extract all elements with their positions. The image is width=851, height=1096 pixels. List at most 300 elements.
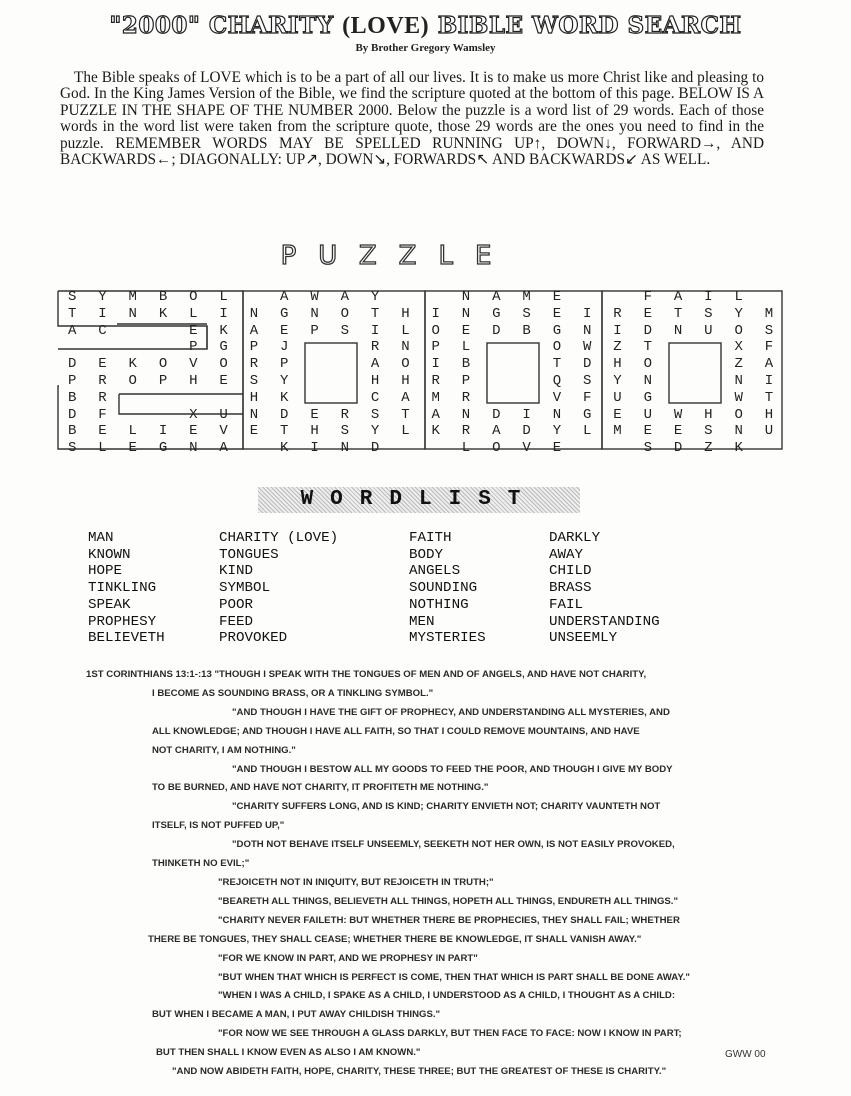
grid-cell [663, 339, 693, 356]
grid-cell: Y [734, 305, 743, 322]
grid-cell: I [431, 305, 440, 322]
grid-cell: E [189, 423, 198, 440]
grid-cell: R [431, 372, 440, 389]
grid-cell [421, 289, 451, 306]
grid-cell: S [340, 423, 350, 440]
grid-cell: B [67, 423, 77, 440]
grid-cell: O [128, 372, 137, 389]
grid-cell [330, 339, 360, 356]
grid-cell [663, 390, 693, 407]
grid-cell: F [764, 339, 774, 356]
grid-cell: L [734, 289, 743, 305]
grid-cell [148, 407, 178, 424]
grid-cell [754, 440, 784, 457]
grid-cell [511, 356, 541, 373]
grid-cell: S [522, 305, 531, 322]
grid-cell: U [764, 423, 774, 440]
grid-cell: O [340, 305, 350, 322]
word-list-item: BELIEVETH [88, 630, 165, 647]
grid-cell: L [219, 289, 228, 305]
grid-cell: K [280, 389, 289, 406]
grid-cell: T [643, 339, 652, 356]
word-list-item: DARKLY [549, 530, 601, 546]
grid-cell: I [704, 289, 713, 305]
grid-cell [299, 373, 329, 390]
word-list-item: PROVOKED [219, 630, 288, 647]
grid-cell: E [128, 440, 137, 457]
grid-cell: S [704, 305, 713, 322]
grid-cell: L [401, 423, 410, 440]
grid-cell: S [340, 322, 350, 339]
grid-cell: Z [704, 440, 713, 457]
grid-cell: B [158, 289, 168, 305]
scripture-line: ITSELF, IS NOT PUFFED UP," [152, 820, 285, 832]
grid-cell [481, 339, 511, 356]
word-list-item: AWAY [549, 546, 584, 563]
word-list-item: FAIL [549, 596, 584, 613]
grid-cell [693, 390, 723, 407]
grid-cell: F [643, 289, 652, 305]
grid-cell: T [764, 389, 774, 406]
grid-cell [299, 356, 329, 373]
grid-cell: M [128, 289, 137, 305]
word-list-column-2 [219, 530, 338, 647]
grid-cell [693, 356, 723, 373]
word-list-item: MEN [409, 613, 435, 630]
grid-cell: M [431, 389, 440, 406]
word-list-item: CHILD [549, 563, 592, 580]
title-part-charity: "2000" CHARITY [109, 12, 334, 39]
grid-cell: K [128, 356, 137, 373]
grid-cell [602, 440, 632, 457]
word-list-item: TINKLING [88, 580, 157, 597]
scripture-line: THINKETH NO EVIL;" [152, 858, 250, 870]
grid-cell [481, 373, 511, 390]
scripture-line: TO BE BURNED, AND HAVE NOT CHARITY, IT PROFITETH ME NOTHING." [152, 782, 489, 794]
grid-cell: Y [613, 372, 622, 389]
grid-cell: C [98, 322, 107, 339]
grid-cell [118, 407, 148, 424]
grid-cell: D [492, 322, 501, 339]
grid-cell: D [673, 440, 683, 457]
word-list-column-3 [409, 530, 486, 647]
grid-cell: I [370, 322, 380, 339]
grid-cell: D [643, 322, 652, 339]
grid-cell: G [552, 322, 562, 339]
grid-cell: J [280, 339, 289, 356]
scripture-line: "DOTH NOT BEHAVE ITSELF UNSEEMLY, SEEKETH NOT HER OWN, IS NOT EASILY PROVOKED, [232, 839, 675, 851]
grid-cell: H [310, 423, 319, 440]
grid-cell: D [67, 406, 77, 423]
puzzle-heading: PUZZLE [280, 241, 514, 271]
scripture-line: "REJOICETH NOT IN INIQUITY, BUT REJOICETH IN TRUTH;" [218, 876, 494, 888]
word-list-item: CHARITY (LOVE) [219, 530, 339, 546]
grid-cell: W [582, 339, 592, 356]
scripture-line: ALL KNOWLEDGE; AND THOUGH I HAVE ALL FAITH, SO THAT I COULD REMOVE MOUNTAINS, AND HAVE [152, 725, 640, 737]
grid-cell: A [249, 322, 259, 339]
grid-cell: W [310, 289, 319, 305]
grid-cell [511, 390, 541, 407]
grid-cell: W [734, 389, 743, 406]
grid-cell: B [461, 356, 471, 373]
grid-cell: O [431, 322, 440, 339]
word-list-item: KNOWN [88, 546, 131, 563]
grid-cell [148, 390, 178, 407]
scripture-line: NOT CHARITY, I AM NOTHING." [152, 744, 296, 756]
grid-cell [178, 390, 208, 407]
grid-cell: N [461, 289, 471, 305]
grid-cell: S [582, 372, 592, 389]
grid-cell: K [734, 440, 743, 457]
word-list-item: BRASS [549, 580, 592, 597]
grid-cell [663, 373, 693, 390]
grid-cell [148, 339, 178, 356]
grid-cell: H [764, 406, 774, 423]
page-title [0, 12, 851, 40]
scripture-line: "AND NOW ABIDETH FAITH, HOPE, CHARITY, THESE THREE; BUT THE GREATEST OF THESE IS CHARITY." [172, 1066, 667, 1078]
grid-cell: I [98, 305, 107, 322]
grid-cell: A [67, 322, 77, 339]
grid-cell: A [431, 406, 440, 423]
grid-cell: E [643, 305, 652, 322]
grid-cell: G [219, 339, 228, 356]
grid-cell: R [613, 305, 622, 322]
grid-cell: T [401, 406, 410, 423]
letter-cells [57, 289, 784, 457]
grid-cell: N [461, 305, 471, 322]
word-list-item: SOUNDING [409, 580, 478, 597]
grid-cell: T [370, 305, 380, 322]
scripture-line: "BEARETH ALL THINGS, BELIEVETH ALL THINGS, HOPETH ALL THINGS, ENDURETH ALL THINGS." [218, 895, 679, 907]
grid-cell: I [613, 322, 622, 339]
grid-cell [390, 440, 420, 457]
grid-cell: I [764, 372, 774, 389]
grid-cell: U [643, 406, 652, 423]
scripture-line: "BUT WHEN THAT WHICH IS PERFECT IS COME, THEN THAT WHICH IS PART SHALL BE DONE AWAY." [218, 971, 690, 983]
grid-cell [421, 440, 451, 457]
scripture-line: "AND THOUGH I BESTOW ALL MY GOODS TO FEED THE POOR, AND THOUGH I GIVE MY BODY [232, 763, 673, 775]
grid-cell: V [522, 440, 531, 457]
grid-cell: H [370, 372, 380, 389]
grid-cell: N [734, 423, 743, 440]
grid-cell [754, 289, 784, 306]
grid-cell: F [98, 406, 107, 423]
grid-cell: E [613, 406, 622, 423]
grid-cell: N [673, 322, 683, 339]
grid-cell: S [67, 289, 77, 305]
grid-cell: A [219, 440, 228, 457]
grid-cell [299, 339, 329, 356]
scripture-line: 1ST CORINTHIANS 13:1-:13 "THOUGH I SPEAK WITH THE TONGUES OF MEN AND OF ANGELS, AND HAVE NOT CHARITY, [86, 669, 647, 680]
grid-cell: E [552, 289, 562, 305]
grid-cell: O [219, 356, 228, 373]
grid-cell: V [552, 389, 562, 406]
word-list-item: BODY [409, 546, 444, 563]
grid-cell: Y [280, 372, 289, 389]
grid-cell [208, 390, 238, 407]
grid-cell: Y [370, 289, 380, 305]
grid-cell: A [340, 289, 350, 305]
grid-cell: M [522, 289, 531, 305]
grid-cell: T [280, 423, 289, 440]
grid-cell: L [189, 305, 198, 322]
scripture-line: "FOR NOW WE SEE THROUGH A GLASS DARKLY, BUT THEN FACE TO FACE: NOW I KNOW IN PART; [218, 1028, 682, 1040]
grid-cell: O [552, 339, 562, 356]
grid-cell: P [249, 339, 259, 356]
grid-cell: N [734, 372, 743, 389]
grid-cell: O [492, 440, 501, 457]
scripture-line: "CHARITY SUFFERS LONG, AND IS KIND; CHARITY ENVIETH NOT; CHARITY VAUNTETH NOT [232, 801, 661, 813]
grid-cell: P [431, 339, 440, 356]
grid-cell: A [492, 423, 501, 440]
grid-cell: R [98, 389, 107, 406]
word-list-item: SYMBOL [219, 580, 271, 597]
grid-cell: P [189, 339, 198, 356]
grid-cell: O [158, 356, 168, 373]
grid-cell: N [552, 406, 562, 423]
grid-cell: I [522, 406, 531, 423]
grid-cell: H [401, 305, 410, 322]
grid-cell: L [461, 440, 471, 457]
grid-cell: A [673, 289, 683, 305]
grid-cell: D [280, 406, 289, 423]
grid-cell: E [280, 322, 289, 339]
grid-cell: S [764, 322, 774, 339]
scripture-line: "FOR WE KNOW IN PART, AND WE PROPHESY IN PART" [218, 952, 478, 964]
grid-cell [693, 339, 723, 356]
word-list-item: TONGUES [219, 546, 279, 563]
grid-cell: U [219, 406, 228, 423]
grid-cell: H [189, 372, 198, 389]
grid-cell: O [734, 322, 743, 339]
grid-cell: D [582, 356, 592, 373]
grid-cell [602, 289, 632, 306]
scripture-line: BUT THEN SHALL I KNOW EVEN AS ALSO I AM KNOWN." [156, 1047, 421, 1059]
grid-cell: G [643, 389, 652, 406]
grid-cell [481, 356, 511, 373]
grid-cell: E [219, 372, 228, 389]
grid-cell: D [67, 356, 77, 373]
grid-cell: O [189, 289, 198, 305]
word-list-column-1 [88, 530, 165, 647]
grid-cell [693, 373, 723, 390]
grid-cell: O [643, 356, 652, 373]
grid-cell: S [370, 406, 380, 423]
grid-cell: D [370, 440, 380, 457]
grid-cell [299, 390, 329, 407]
scripture-line: "WHEN I WAS A CHILD, I SPAKE AS A CHILD, I UNDERSTOOD AS A CHILD, I THOUGHT AS A CHILD: [218, 990, 676, 1002]
grid-cell: L [401, 322, 410, 339]
grid-cell [118, 323, 148, 340]
grid-cell [481, 390, 511, 407]
footer-initials: GWW 00 [725, 1049, 766, 1060]
grid-cell: T [552, 356, 562, 373]
grid-cell: L [98, 440, 107, 457]
grid-cell: V [189, 356, 198, 373]
grid-cell: R [249, 356, 259, 373]
grid-cell: U [704, 322, 713, 339]
grid-cell: N [461, 406, 471, 423]
grid-cell: D [522, 423, 531, 440]
grid-cell: G [492, 305, 501, 322]
grid-cell: N [340, 440, 350, 457]
grid-cell [572, 440, 602, 457]
word-list-item: PROPHESY [88, 613, 157, 630]
grid-cell: Y [370, 423, 380, 440]
scripture-quote [0, 666, 851, 1082]
grid-cell [239, 440, 269, 457]
grid-cell: S [704, 423, 713, 440]
grid-cell: T [673, 305, 683, 322]
word-list-item: KIND [219, 563, 254, 580]
word-list-column-4 [549, 530, 660, 647]
grid-cell: H [613, 356, 622, 373]
grid-cell: N [249, 305, 259, 322]
word-list-item: MYSTERIES [409, 630, 486, 647]
grid-cell: I [219, 305, 228, 322]
grid-cell: Q [552, 372, 562, 389]
grid-cell: I [582, 305, 592, 322]
grid-cell: K [280, 440, 289, 457]
title-part-bible-word-search: BIBLE WORD SEARCH [437, 12, 742, 39]
grid-cell: A [401, 389, 410, 406]
grid-cell: Y [552, 423, 562, 440]
grid-cell: E [98, 423, 107, 440]
grid-cell: S [67, 440, 77, 457]
grid-cell: E [189, 322, 198, 339]
grid-cell [118, 390, 148, 407]
grid-cell: G [582, 406, 592, 423]
grid-cell: E [310, 406, 319, 423]
grid-cell [511, 339, 541, 356]
grid-cell: N [582, 322, 592, 339]
grid-cell: K [158, 305, 168, 322]
grid-cell: G [280, 305, 289, 322]
grid-cell: N [310, 305, 319, 322]
grid-cell: A [764, 356, 774, 373]
grid-cell: N [189, 440, 198, 457]
grid-cell: K [431, 423, 440, 440]
grid-cell: H [401, 372, 410, 389]
grid-cell [330, 390, 360, 407]
byline: By Brother Gregory Wamsley [355, 42, 496, 54]
grid-cell: O [734, 406, 743, 423]
grid-cell: R [370, 339, 380, 356]
scripture-line: THERE BE TONGUES, THEY SHALL CEASE; WHETHER THERE BE KNOWLEDGE, IT SHALL VANISH AWAY." [148, 933, 642, 945]
grid-cell: P [67, 372, 77, 389]
grid-cell [572, 289, 602, 306]
word-list-item: NOTHING [409, 596, 469, 613]
grid-cell: U [613, 389, 622, 406]
grid-cell: N [401, 339, 410, 356]
grid-cell: X [734, 339, 743, 356]
grid-cell: N [128, 305, 137, 322]
word-list-item: HOPE [88, 563, 123, 580]
grid-cell: A [492, 289, 501, 305]
grid-cell: R [98, 372, 107, 389]
grid-cell: O [401, 356, 410, 373]
grid-cell: P [461, 372, 471, 389]
grid-cell: I [310, 440, 319, 457]
grid-cell: S [643, 440, 652, 457]
grid-cell: M [613, 423, 622, 440]
grid-cell: A [280, 289, 289, 305]
scripture-line: BUT WHEN I BECAME A MAN, I PUT AWAY CHILDISH THINGS." [152, 1009, 441, 1021]
grid-cell [663, 356, 693, 373]
grid-cell: K [219, 322, 228, 339]
grid-cell: T [67, 305, 77, 322]
title-part-love: (LOVE) [342, 13, 430, 39]
grid-cell [87, 339, 117, 356]
grid-cell: H [249, 389, 259, 406]
grid-cell: X [189, 406, 198, 423]
grid-cell: N [249, 406, 259, 423]
word-list-item: MAN [88, 530, 114, 546]
puzzle-grid [57, 289, 784, 457]
grid-cell: E [249, 423, 259, 440]
grid-cell: B [67, 389, 77, 406]
grid-cell: P [280, 356, 289, 373]
grid-cell: E [98, 356, 107, 373]
grid-cell [239, 289, 269, 306]
grid-cell: Z [734, 356, 743, 373]
grid-cell: L [582, 423, 592, 440]
grid-cell: H [704, 406, 713, 423]
grid-cell: B [522, 322, 531, 339]
scripture-line: "AND THOUGH I HAVE THE GIFT OF PROPHECY, AND UNDERSTANDING ALL MYSTERIES, AND [232, 706, 670, 718]
grid-cell: L [128, 423, 137, 440]
grid-cell: M [764, 305, 774, 322]
grid-cell [57, 339, 87, 356]
intro-paragraph: The Bible speaks of LOVE which is to be a part of all our lives. It is to make us more Christ like and pleasing to God. In the King James Version of the Bible, we find the scripture quoted at the bottom of this page. BELOW IS A PUZZLE IN THE SHAPE OF THE NUMBER 2000. Below the puzzle is a word list of 29 words. Each of those words in the word list were taken from the scripture quote, those 29 words are the ones you need to find in the puzzle. REMEMBER WORDS MAY BE SPELLED RUNNING UP↑, DOWN↓, FORWARD→, AND BACKWARDS←; DIAGONALLY: UP↗, DOWN↘, FORWARDS↖ AND BACKWARDS↙ AS WELL. [60, 69, 764, 169]
scripture-line: I BECOME AS SOUNDING BRASS, OR A TINKLING SYMBOL." [152, 687, 434, 699]
grid-cell: Z [613, 339, 622, 356]
grid-cell: E [552, 305, 562, 322]
word-list-item: SPEAK [88, 596, 131, 613]
grid-cell: F [582, 389, 592, 406]
grid-cell: R [461, 389, 471, 406]
grid-cell: R [340, 406, 350, 423]
scripture-line: "CHARITY NEVER FAILETH: BUT WHETHER THERE BE PROPHECIES, THEY SHALL FAIL; WHETHER [218, 914, 680, 926]
grid-cell: L [461, 339, 471, 356]
grid-cell [330, 356, 360, 373]
word-list-item: FAITH [409, 530, 452, 546]
word-list-item: UNSEEMLY [549, 630, 618, 647]
grid-cell: P [310, 322, 319, 339]
grid-cell [330, 373, 360, 390]
grid-cell: S [249, 372, 259, 389]
grid-cell: W [673, 406, 683, 423]
grid-cell: E [461, 322, 471, 339]
word-list-item: UNDERSTANDING [549, 613, 660, 630]
grid-cell [148, 323, 178, 340]
word-list-item: POOR [219, 596, 254, 613]
grid-cell [390, 289, 420, 306]
grid-cell: P [158, 372, 168, 389]
grid-cell [118, 339, 148, 356]
grid-cell: G [158, 440, 168, 457]
grid-cell: R [461, 423, 471, 440]
word-list-heading: WORDLIST [258, 487, 580, 513]
grid-cell: E [673, 423, 683, 440]
grid-cell: I [158, 423, 168, 440]
grid-cell: V [219, 423, 228, 440]
grid-cell: A [370, 356, 380, 373]
grid-cell: C [370, 389, 380, 406]
grid-cell: I [431, 356, 440, 373]
grid-cell: N [643, 372, 652, 389]
grid-cell: E [552, 440, 562, 457]
